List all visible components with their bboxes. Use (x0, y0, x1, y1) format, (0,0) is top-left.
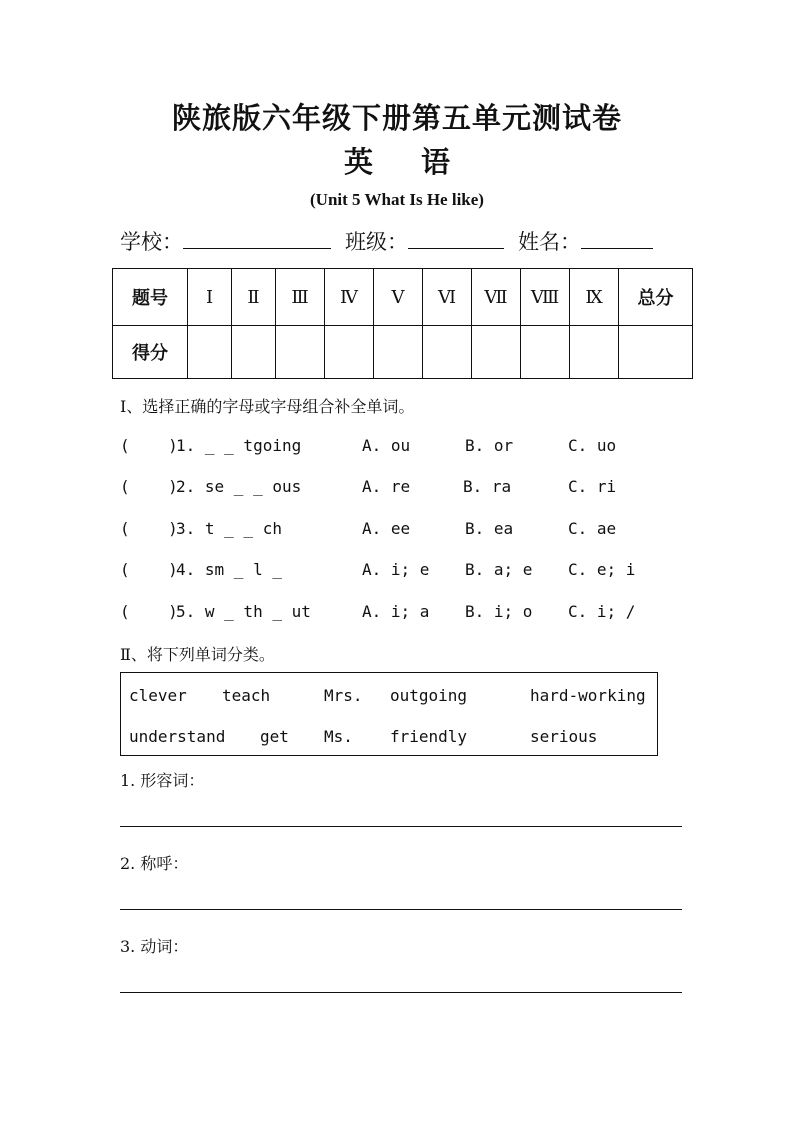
word-item: friendly (390, 727, 468, 746)
name-label: 姓名： (518, 230, 581, 254)
score-cell[interactable] (619, 326, 693, 379)
word-item: teach (222, 686, 271, 705)
question-stem: 3. t _ _ ch (176, 519, 282, 538)
question-number-label: 题号 (113, 269, 188, 326)
answer-parens[interactable]: ( ) (120, 602, 178, 621)
score-cell[interactable] (325, 326, 374, 379)
word-bank-box (120, 672, 658, 756)
option-a: A. ee (362, 519, 411, 538)
subject-title (0, 140, 794, 181)
category-adjective-answer-line[interactable] (120, 826, 682, 827)
class-field[interactable] (408, 226, 504, 249)
question-stem: 2. se _ _ ous (176, 477, 302, 496)
option-b: B. i; o (465, 602, 533, 621)
unit-subtitle: (Unit 5 What Is He like) (310, 190, 484, 209)
question-stem: 4. sm _ l _ (176, 560, 282, 579)
word-item: Ms. (324, 727, 353, 746)
section-numeral: Ⅱ (232, 269, 276, 326)
answer-parens[interactable]: ( ) (120, 477, 178, 496)
word-item: hard-working (530, 686, 646, 705)
question-stem: 1. _ _ tgoing (176, 436, 302, 455)
score-table (112, 268, 693, 379)
word-item: get (260, 727, 289, 746)
school-field[interactable] (183, 226, 331, 249)
word-item: understand (129, 727, 226, 746)
section-numeral: Ⅳ (325, 269, 374, 326)
score-table-header-row (113, 269, 693, 326)
answer-parens[interactable]: ( ) (120, 519, 178, 538)
category-verb-answer-line[interactable] (120, 992, 682, 993)
name-field[interactable] (581, 226, 653, 249)
school-label: 学校： (120, 230, 183, 254)
option-c: C. ae (568, 519, 617, 538)
total-label: 总分 (619, 269, 693, 326)
subject-char-1: 英 (343, 145, 373, 179)
option-c: C. e; i (568, 560, 636, 579)
option-b: B. a; e (465, 560, 533, 579)
option-c: C. i; / (568, 602, 636, 621)
score-cell[interactable] (472, 326, 521, 379)
student-info-row (120, 226, 653, 256)
score-cell[interactable] (374, 326, 423, 379)
question-stem: 5. w _ th _ ut (176, 602, 311, 621)
score-cell[interactable] (276, 326, 325, 379)
category-adjective-label: 1. 形容词： (120, 771, 205, 790)
score-cell[interactable] (232, 326, 276, 379)
word-item: Mrs. (324, 686, 363, 705)
option-a: A. re (362, 477, 411, 496)
subject-char-2: 语 (421, 145, 451, 179)
option-c: C. uo (568, 436, 617, 455)
category-title-answer-line[interactable] (120, 909, 682, 910)
word-item: serious (530, 727, 598, 746)
section-numeral: Ⅰ (188, 269, 232, 326)
option-a: A. i; e (362, 560, 430, 579)
option-c: C. ri (568, 477, 617, 496)
score-cell[interactable] (521, 326, 570, 379)
section-numeral: Ⅴ (374, 269, 423, 326)
section-numeral: Ⅸ (570, 269, 619, 326)
category-title-label: 2. 称呼： (120, 854, 189, 873)
category-verb-label: 3. 动词： (120, 937, 189, 956)
option-a: A. i; a (362, 602, 430, 621)
option-b: B. ra (463, 477, 512, 496)
section-numeral: Ⅵ (423, 269, 472, 326)
option-a: A. ou (362, 436, 411, 455)
score-table-score-row (113, 326, 693, 379)
score-label: 得分 (113, 326, 188, 379)
score-cell[interactable] (423, 326, 472, 379)
score-cell[interactable] (570, 326, 619, 379)
section-numeral: Ⅷ (521, 269, 570, 326)
section-numeral: Ⅲ (276, 269, 325, 326)
section-1-title: Ⅰ、选择正确的字母或字母组合补全单词。 (120, 397, 415, 416)
answer-parens[interactable]: ( ) (120, 560, 178, 579)
option-b: B. or (465, 436, 514, 455)
section-numeral: Ⅶ (472, 269, 521, 326)
page-title: 陕旅版六年级下册第五单元测试卷 (171, 101, 622, 135)
word-item: outgoing (390, 686, 468, 705)
section-2-title: Ⅱ、将下列单词分类。 (120, 645, 275, 664)
score-cell[interactable] (188, 326, 232, 379)
answer-parens[interactable]: ( ) (120, 436, 178, 455)
word-item: clever (129, 686, 187, 705)
class-label: 班级： (345, 230, 408, 254)
option-b: B. ea (465, 519, 514, 538)
